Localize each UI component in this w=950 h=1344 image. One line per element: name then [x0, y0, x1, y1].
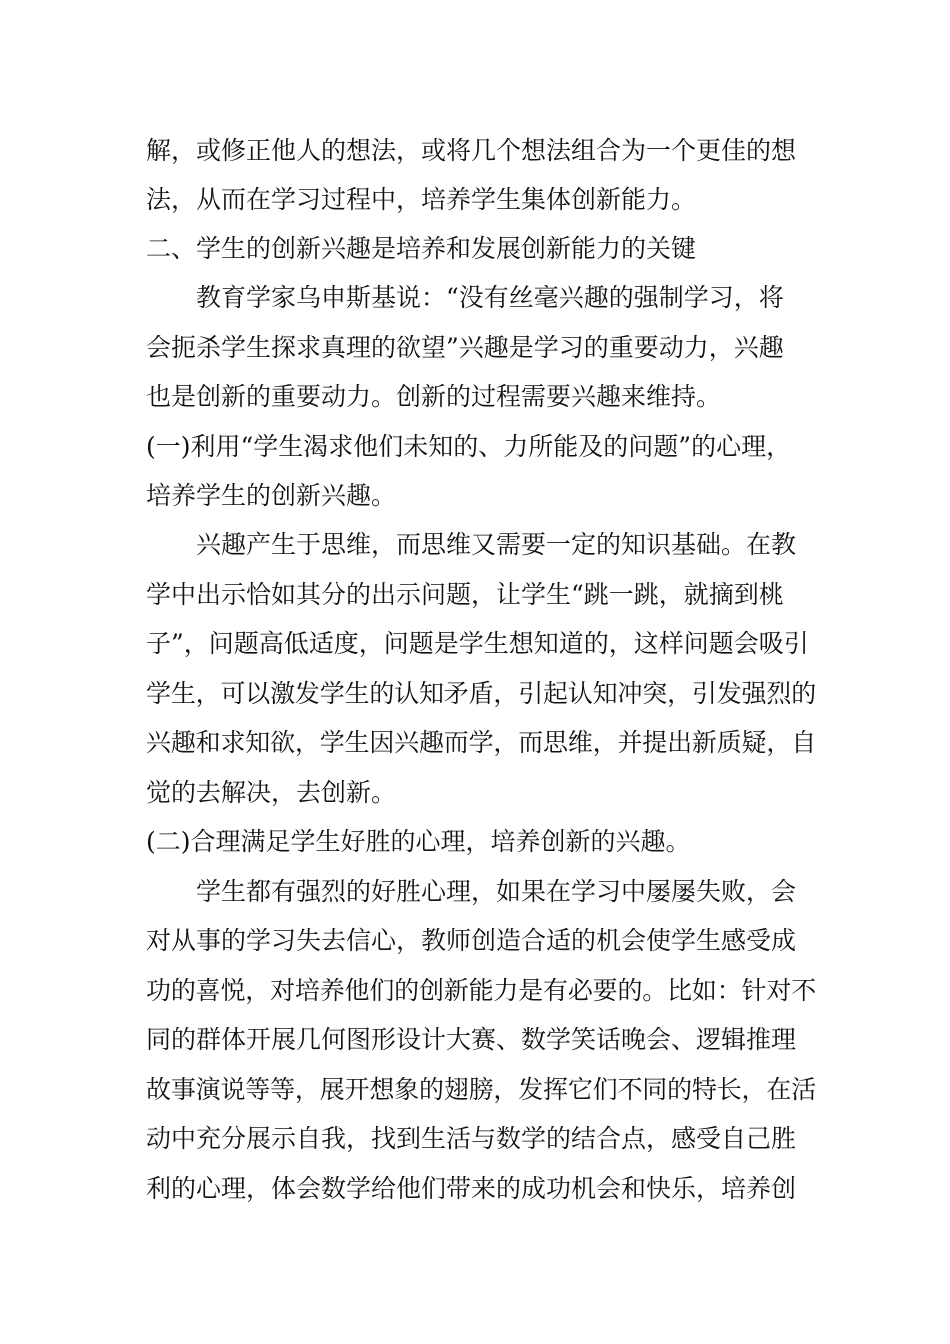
- section-heading: 二、学生的创新兴趣是培养和发展创新能力的关键: [146, 234, 697, 263]
- text-line: 觉的去解决，去创新。: [146, 778, 397, 807]
- text-line: 功的喜悦，对培养他们的创新能力是有必要的。比如：针对不: [146, 976, 816, 1005]
- text-line: 教育学家乌申斯基说：“没有丝毫兴趣的强制学习，将: [196, 283, 784, 312]
- text-line: 会扼杀学生探求真理的欲望”兴趣是学习的重要动力，兴趣: [146, 333, 784, 362]
- text-line: 兴趣和求知欲，学生因兴趣而学，而思维，并提出新质疑，自: [146, 728, 816, 757]
- text-line: 对从事的学习失去信心，教师创造合适的机会使学生感受成: [146, 926, 797, 955]
- text-line: 解，或修正他人的想法，或将几个想法组合为一个更佳的想: [146, 136, 797, 165]
- subsection-heading: (一)利用“学生渴求他们未知的、力所能及的问题”的心理，: [146, 432, 792, 461]
- text-line: 故事演说等等，展开想象的翅膀，发挥它们不同的特长，在活: [146, 1075, 816, 1104]
- text-line: 也是创新的重要动力。创新的过程需要兴趣来维持。: [146, 382, 722, 411]
- text-line: 动中充分展示自我，找到生活与数学的结合点，感受自己胜: [146, 1124, 797, 1153]
- subsection-heading: (二)合理满足学生好胜的心理，培养创新的兴趣。: [146, 827, 691, 856]
- text-line: 法，从而在学习过程中，培养学生集体创新能力。: [146, 185, 697, 214]
- text-line: 同的群体开展几何图形设计大赛、数学笑话晚会、逻辑推理: [146, 1025, 797, 1054]
- text-line: 学生，可以激发学生的认知矛盾，引起认知冲突，引发强烈的: [146, 679, 816, 708]
- text-line: 子”，问题高低适度，问题是学生想知道的，这样问题会吸引: [146, 629, 809, 658]
- subsection-heading-cont: 培养学生的创新兴趣。: [146, 481, 397, 510]
- text-line: 学生都有强烈的好胜心理，如果在学习中屡屡失败，会: [196, 877, 797, 906]
- text-line: 学中出示恰如其分的出示问题，让学生“跳一跳，就摘到桃: [146, 580, 784, 609]
- text-line: 兴趣产生于思维，而思维又需要一定的知识基础。在教: [196, 530, 797, 559]
- text-line: 利的心理，体会数学给他们带来的成功机会和快乐，培养创: [146, 1174, 797, 1203]
